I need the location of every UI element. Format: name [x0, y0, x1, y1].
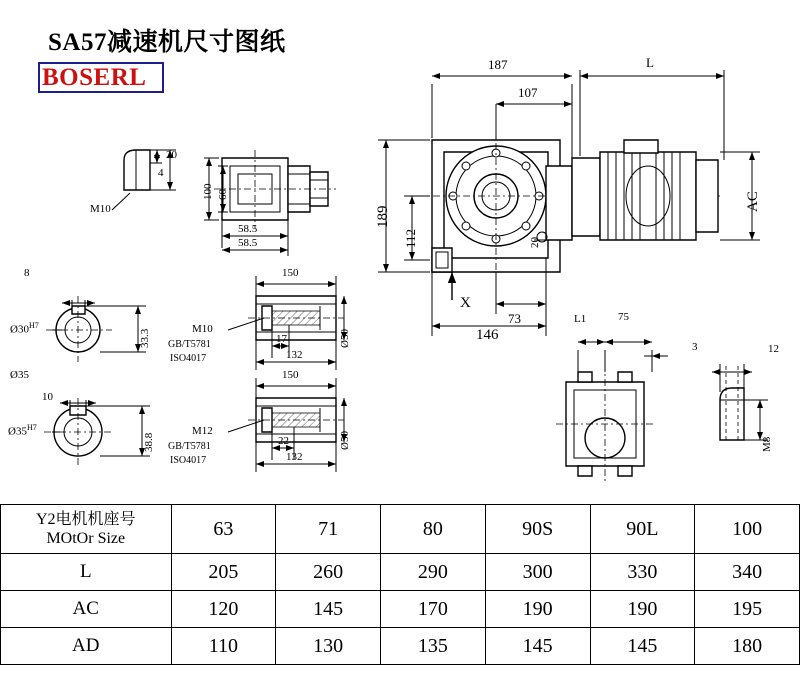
label-dim-m8: M8	[761, 436, 773, 452]
table-cell: 71	[276, 505, 381, 554]
label-bolt-lower-132: 132	[286, 451, 303, 463]
label-key-width-10: 10	[42, 391, 53, 403]
logo-text: BOSERL	[42, 64, 147, 91]
detail-key-m8	[712, 364, 768, 440]
table-cell: 63	[171, 505, 276, 554]
label-dim-AC: AC	[745, 191, 761, 212]
label-dim-L1: L1	[574, 313, 587, 325]
label-dim-100: 100	[202, 183, 214, 200]
label-bolt-upper-std2: ISO4017	[170, 353, 207, 364]
table-cell: 130	[276, 628, 381, 665]
spec-table	[0, 504, 800, 665]
table-cell: 80	[381, 505, 486, 554]
label-dia-35	[8, 424, 37, 438]
label-bolt-lower-dia: Ø50	[339, 431, 351, 450]
label-dim-187: 187	[488, 57, 508, 72]
label-bolt-lower-std1: GB/T5781	[168, 441, 211, 452]
label-bolt-upper-17: 17	[276, 333, 287, 345]
table-rowhead-l: L	[1, 554, 172, 591]
rowhead-line2: MOtOr Size	[46, 530, 126, 547]
label-marker-x: X	[460, 295, 471, 311]
label-dim-60: 60	[217, 189, 229, 200]
side-view	[556, 342, 668, 484]
table-cell: 90S	[485, 505, 590, 554]
label-dia-35-tol: H7	[26, 423, 37, 432]
label-dim-12: 12	[768, 343, 779, 355]
label-dia-30-value: Ø30	[10, 323, 29, 336]
label-bolt-upper-150: 150	[282, 267, 299, 279]
table-cell: 300	[485, 554, 590, 591]
label-dia-35-value: Ø35	[8, 425, 27, 438]
table-cell: 190	[485, 591, 590, 628]
label-dim-58-5-a: 58.5	[238, 223, 258, 235]
label-bolt-upper-dia: Ø50	[339, 329, 351, 348]
label-bolt-upper-std1: GB/T5781	[168, 339, 211, 350]
label-dim-112: 112	[403, 228, 418, 248]
table-cell: 145	[485, 628, 590, 665]
label-dim-20-main: 20	[529, 237, 541, 248]
label-dia-35-note: Ø35	[10, 369, 29, 381]
label-dim-38-8: 38.8	[143, 432, 155, 452]
label-bolt-lower-thread: M12	[192, 425, 213, 437]
table-cell: 180	[695, 628, 800, 665]
label-dia-30	[10, 322, 39, 336]
table-cell: 100	[695, 505, 800, 554]
label-dim-75: 75	[618, 311, 629, 323]
table-cell: 135	[381, 628, 486, 665]
table-rowhead-ac: AC	[1, 591, 172, 628]
label-dim-189: 189	[375, 205, 391, 228]
label-dim-4-key: 4	[158, 167, 164, 179]
table-cell: 145	[276, 591, 381, 628]
label-bolt-lower-150: 150	[282, 369, 299, 381]
table-cell: 170	[381, 591, 486, 628]
table-rowhead-ad: AD	[1, 628, 172, 665]
label-dim-20-key: 20	[166, 149, 177, 161]
table-cell: 145	[590, 628, 695, 665]
table-row	[1, 554, 800, 591]
table-cell: 90L	[590, 505, 695, 554]
main-assembly-view	[375, 70, 760, 336]
label-bolt-upper-132: 132	[286, 349, 303, 361]
label-dim-146: 146	[476, 327, 499, 343]
table-cell: 340	[695, 554, 800, 591]
page-title: SA57减速机尺寸图纸	[48, 29, 286, 56]
detail-shaft-upper	[46, 296, 146, 362]
label-dim-58-5-b: 58.5	[238, 237, 258, 249]
table-cell: 330	[590, 554, 695, 591]
label-dim-33-3: 33.3	[139, 328, 151, 348]
label-dim-3: 3	[692, 341, 698, 353]
table-row	[1, 505, 800, 554]
label-dim-L: L	[646, 55, 654, 70]
table-row	[1, 591, 800, 628]
table-cell: 195	[695, 591, 800, 628]
table-cell: 205	[171, 554, 276, 591]
table-cell: 120	[171, 591, 276, 628]
table-cell: 190	[590, 591, 695, 628]
label-dia-30-tol: H7	[28, 321, 39, 330]
label-bolt-lower-22: 22	[278, 435, 289, 447]
label-bolt-upper-thread: M10	[192, 323, 213, 335]
detail-shaft-lower	[44, 398, 150, 466]
table-cell: 290	[381, 554, 486, 591]
table-cell: 110	[171, 628, 276, 665]
label-dim-73: 73	[508, 311, 521, 326]
label-m10-key: M10	[90, 203, 111, 215]
label-dim-107: 107	[518, 85, 538, 100]
label-key-width-8: 8	[24, 267, 30, 279]
detail-flange-view	[204, 150, 336, 256]
rowhead-line1: Y2电机机座号	[36, 511, 136, 528]
table-row	[1, 628, 800, 665]
table-rowhead-motor-size	[1, 505, 172, 554]
label-bolt-lower-std2: ISO4017	[170, 455, 207, 466]
table-cell: 260	[276, 554, 381, 591]
